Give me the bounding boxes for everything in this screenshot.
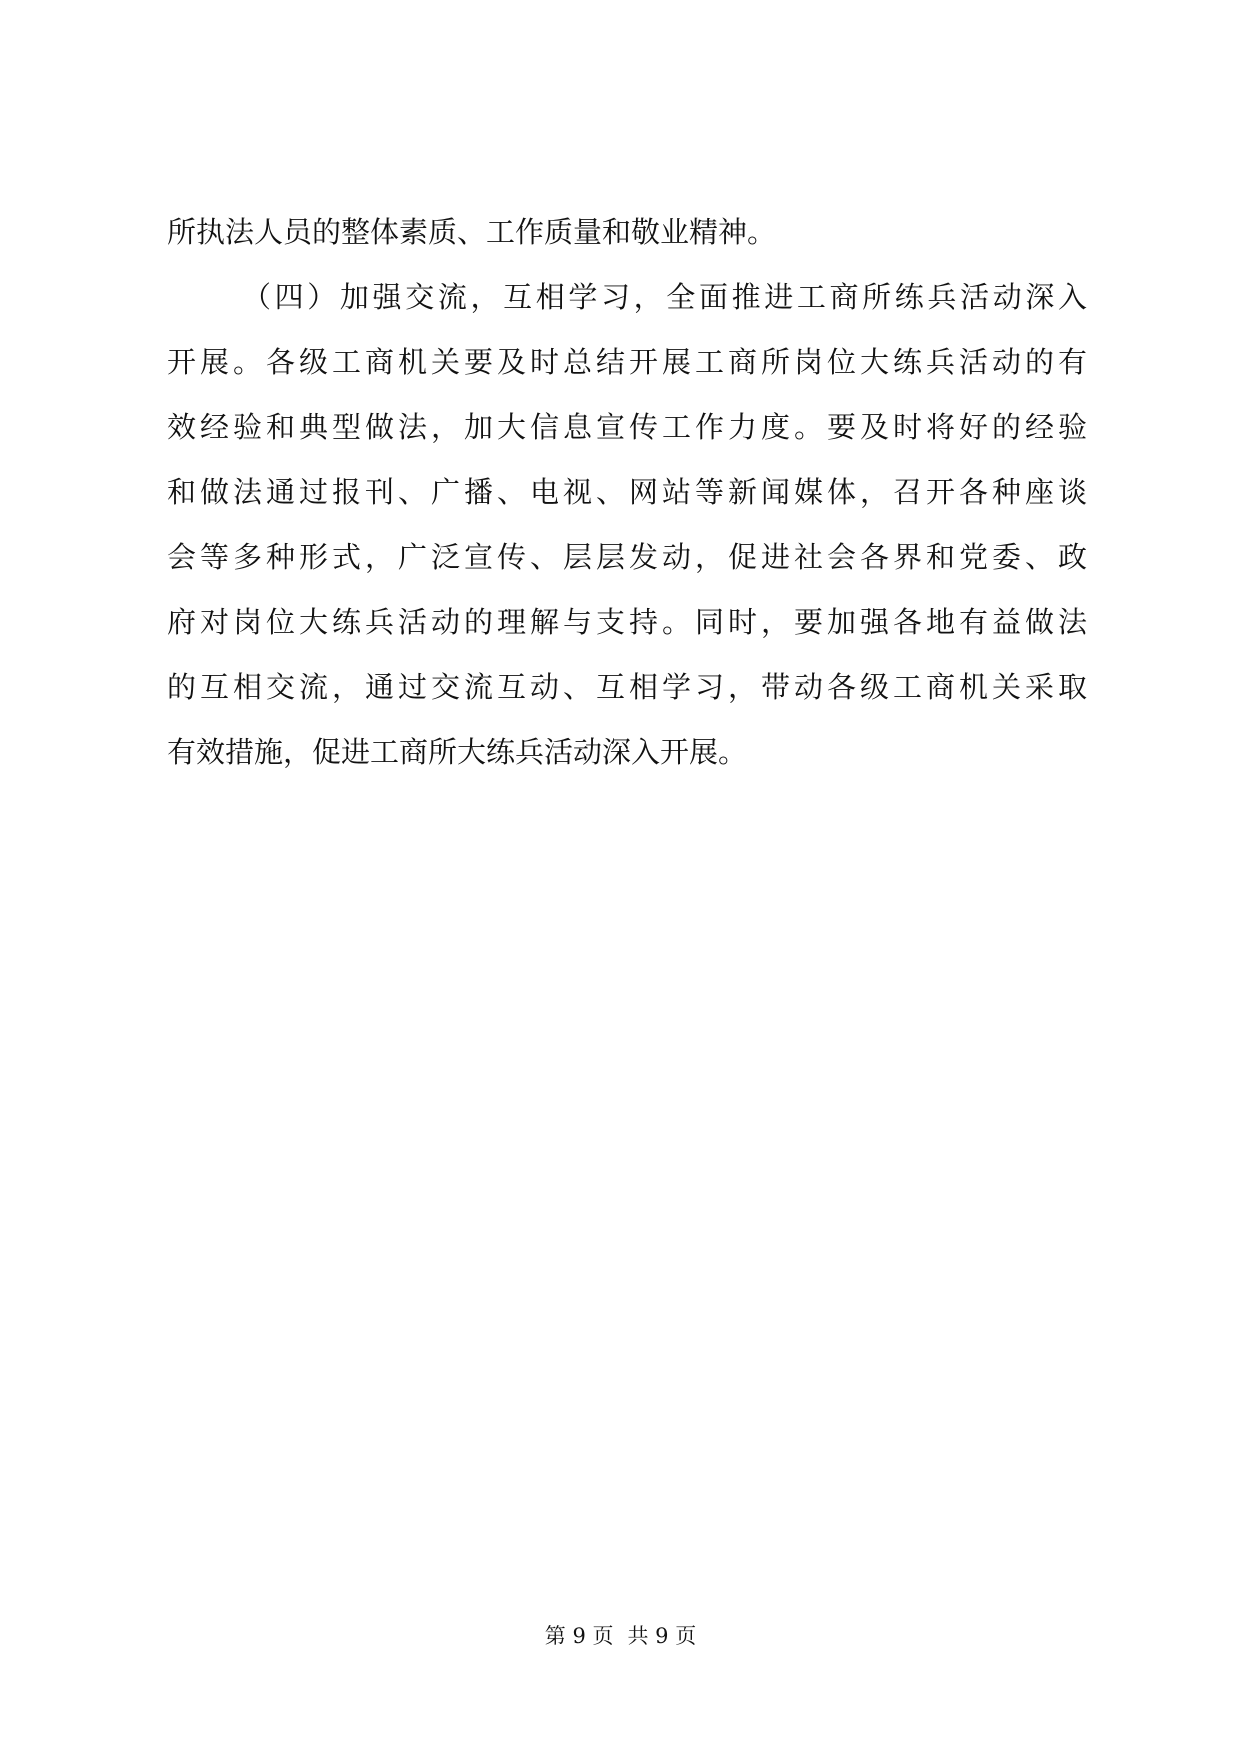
page-number-label: 第 9 页 — [544, 1624, 614, 1648]
text-line-2: （四）加强交流，互相学习，全面推进工商所练兵活动深入 — [242, 280, 1087, 314]
text-line-6: 会等多种形式，广泛宣传、层层发动，促进社会各界和党委、政 — [167, 540, 1087, 574]
text-line-5: 和做法通过报刊、广播、电视、网站等新闻媒体，召开各种座谈 — [167, 475, 1087, 509]
text-line-3: 开展。各级工商机关要及时总结开展工商所岗位大练兵活动的有 — [167, 345, 1087, 379]
text-line-9: 有效措施，促进工商所大练兵活动深入开展。 — [167, 735, 748, 769]
page-footer — [0, 1622, 1241, 1650]
text-line-1: 所执法人员的整体素质、工作质量和敬业精神。 — [167, 215, 777, 249]
page-total-label: 共 9 页 — [627, 1624, 697, 1648]
text-line-8: 的互相交流，通过交流互动、互相学习，带动各级工商机关采取 — [167, 670, 1087, 704]
text-line-7: 府对岗位大练兵活动的理解与支持。同时，要加强各地有益做法 — [167, 605, 1087, 639]
text-line-4: 效经验和典型做法，加大信息宣传工作力度。要及时将好的经验 — [167, 410, 1087, 444]
